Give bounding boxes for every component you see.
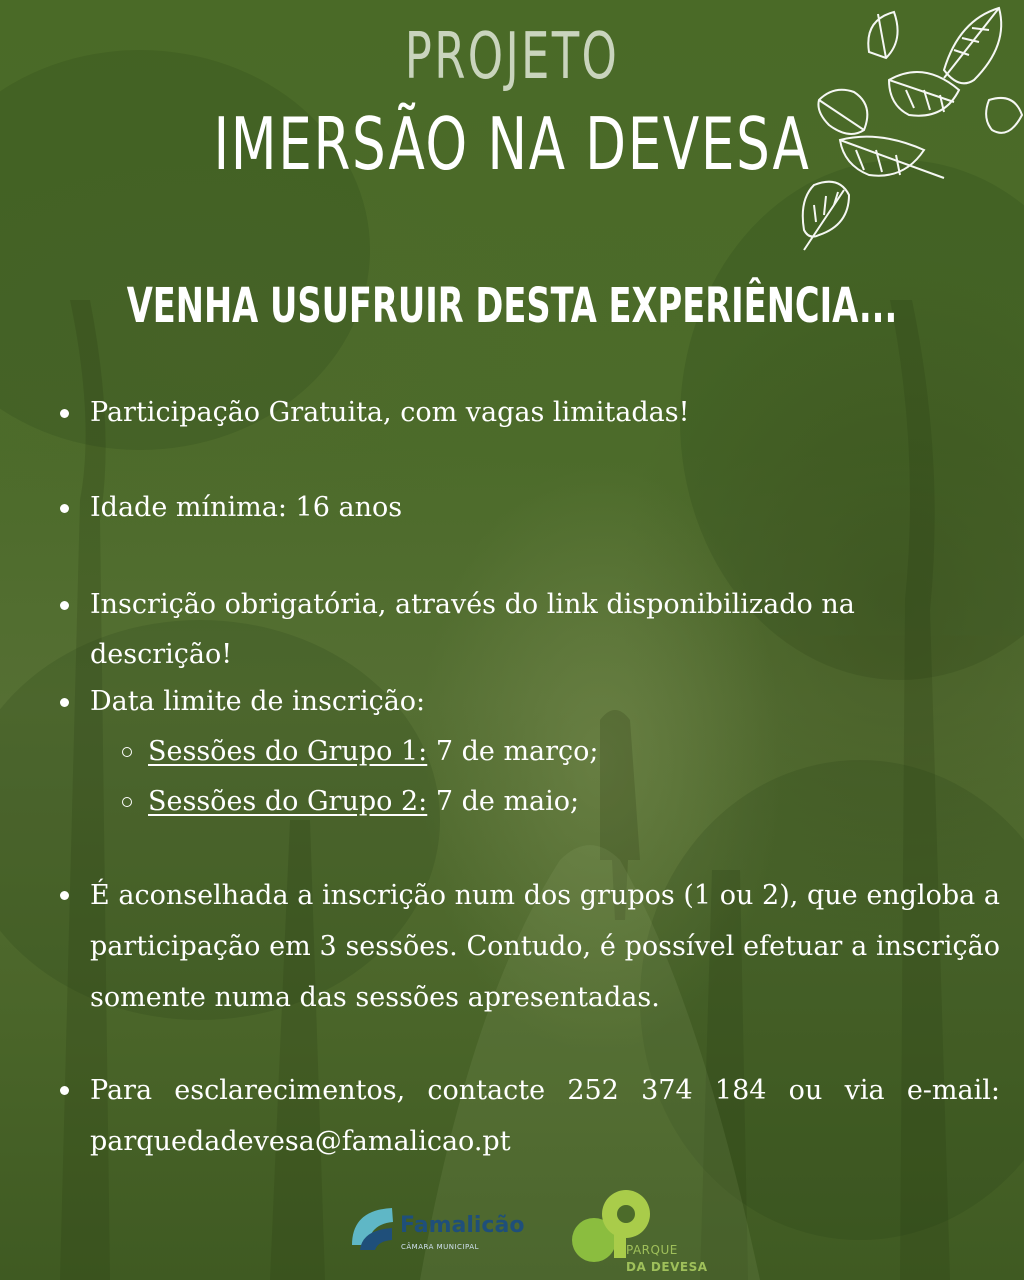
list-item-deadline bbox=[60, 677, 1000, 827]
registration-text: Inscrição obrigatória, através do link disponibilizado na descrição! bbox=[60, 580, 1000, 680]
deadline-label: Data limite de inscrição: bbox=[60, 677, 1000, 727]
group1-label: Sessões do Grupo 1: bbox=[148, 736, 428, 767]
group2-label: Sessões do Grupo 2: bbox=[148, 786, 428, 817]
age-text: Idade mínima: 16 anos bbox=[60, 483, 1000, 533]
famalicao-logo-icon bbox=[352, 1208, 393, 1250]
famalicao-sub: CÂMARA MUNICIPAL bbox=[401, 1243, 479, 1251]
group2-date: 7 de maio; bbox=[427, 786, 580, 817]
subtitle: VENHA USUFRUIR DESTA EXPERIÊNCIA... bbox=[126, 278, 898, 334]
kicker-title: PROJETO bbox=[404, 20, 620, 94]
list-item-registration bbox=[60, 580, 1000, 680]
sub-item-group2 bbox=[60, 777, 1000, 827]
list-item-age bbox=[60, 483, 1000, 533]
advice-text: É aconselhada a inscrição num dos grupos (1 ou 2), que engloba a participação em 3 sessões. Contudo, é possível efetuar a inscrição somente numa das sessões apresentadas. bbox=[60, 870, 1000, 1023]
parque-line2: DA DEVESA bbox=[626, 1260, 708, 1274]
page-title: IMERSÃO NA DEVESA bbox=[213, 102, 811, 186]
sub-item-group1 bbox=[60, 727, 1000, 777]
list-item-participation bbox=[60, 388, 1000, 438]
parque-line1: PARQUE bbox=[626, 1243, 678, 1257]
participation-text: Participação Gratuita, com vagas limitadas! bbox=[60, 388, 1000, 438]
list-item-advice bbox=[60, 870, 1000, 1023]
contact-text: Para esclarecimentos, contacte 252 374 184 ou via e-mail: parquedadevesa@famalicao.pt bbox=[60, 1065, 1000, 1167]
list-item-contact bbox=[60, 1065, 1000, 1167]
group1-date: 7 de março; bbox=[427, 736, 599, 767]
famalicao-name: Famalicão bbox=[400, 1213, 525, 1238]
